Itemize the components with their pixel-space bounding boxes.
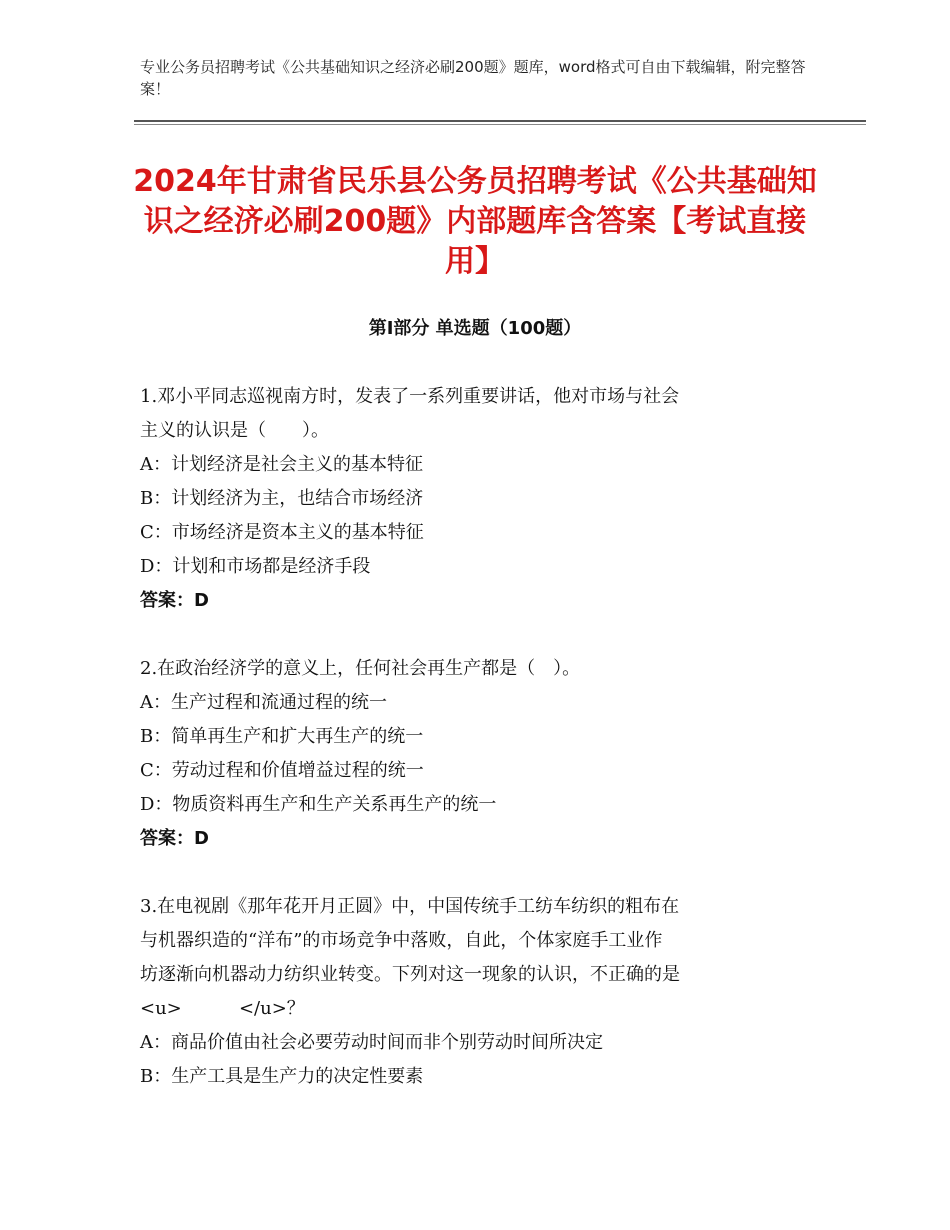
- header-note: 专业公务员招聘考试《公共基础知识之经济必刷200题》题库，word格式可自由下载编辑，附完整答案！: [140, 58, 806, 98]
- option-d: D：计划和市场都是经济手段: [140, 556, 371, 577]
- option-d: D：物质资料再生产和生产关系再生产的统一: [140, 794, 497, 815]
- question-stem: <u> </u>？: [140, 998, 305, 1019]
- document-title: 2024年甘肃省民乐县公务员招聘考试《公共基础知识之经济必刷200题》内部题库含答案【考试直接用】: [133, 164, 817, 279]
- question-stem: 1.邓小平同志巡视南方时，发表了一系列重要讲话，他对市场与社会: [140, 386, 680, 407]
- answer-label: 答案：D: [140, 590, 209, 611]
- option-c: C：劳动过程和价值增益过程的统一: [140, 760, 424, 781]
- question-2: [140, 652, 810, 856]
- question-stem: 2.在政治经济学的意义上，任何社会再生产都是（ ）。: [140, 658, 581, 679]
- question-stem: 坊逐渐向机器动力纺织业转变。下列对这一现象的认识，不正确的是: [140, 964, 680, 985]
- option-a: A：生产过程和流通过程的统一: [140, 692, 387, 713]
- option-a: A：商品价值由社会必要劳动时间而非个别劳动时间所决定: [140, 1032, 603, 1053]
- section-title: 第Ⅰ部分 单选题（100题）: [368, 318, 582, 339]
- header-rule-thin: [134, 124, 866, 125]
- option-a: A：计划经济是社会主义的基本特征: [140, 454, 423, 475]
- option-c: C：市场经济是资本主义的基本特征: [140, 522, 424, 543]
- answer-label: 答案：D: [140, 828, 209, 849]
- option-b: B：简单再生产和扩大再生产的统一: [140, 726, 424, 747]
- question-stem: 与机器织造的“洋布”的市场竞争中落败，自此，个体家庭手工业作: [140, 930, 663, 951]
- question-1: [140, 380, 810, 618]
- option-b: B：生产工具是生产力的决定性要素: [140, 1066, 424, 1087]
- header-rule: [134, 120, 866, 122]
- question-stem: 主义的认识是（ ）。: [140, 420, 329, 441]
- question-3: [140, 890, 810, 1094]
- question-stem: 3.在电视剧《那年花开月正圆》中，中国传统手工纺车纺织的粗布在: [140, 896, 680, 917]
- option-b: B：计划经济为主，也结合市场经济: [140, 488, 424, 509]
